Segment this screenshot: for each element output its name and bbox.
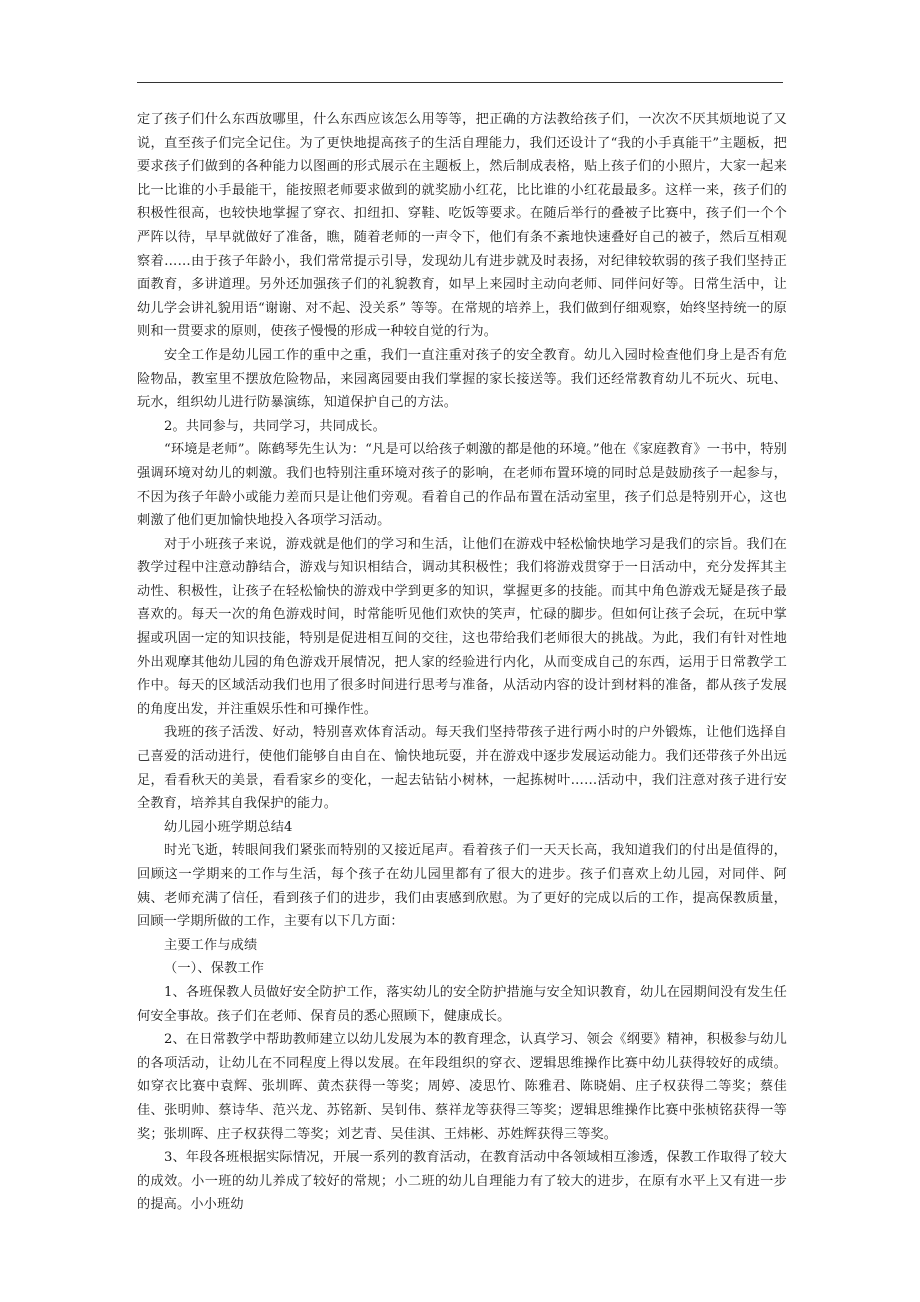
paragraph-environment: “环境是老师”。陈鹤琴先生认为：“凡是可以给孩子刺激的都是他的环境。”他在《家庭教育》一书中，特别强调环境对幼儿的刺激。我们也特别注重环境对孩子的影响，在老师布置环境的同时总是鼓励孩子一起参与，不因为孩子年龄小或能力差而只是让他们旁观。看着自己的作品布置在活动室里，孩子们总是特别开心，这也刺激了他们更加愉快地投入各项学习活动。 <box>137 442 787 529</box>
subheading-main-work: 主要工作与成绩 <box>164 937 258 953</box>
subheading-care-education: （一）、保教工作 <box>164 961 265 977</box>
paragraph-sports: 我班的孩子活泼、好动，特别喜欢体育活动。每天我们坚持带孩子进行两小时的户外锻炼，让他们选择自己喜爱的活动进行，使他们能够自由自在、愉快地玩耍，并在游戏中逐步发展运动能力。我们还带孩子外出远足，看看秋天的美景，看看家乡的变化，一起去钻钻小树林，一起拣树叶……活动中，我们注意对孩子进行安全教育，培养其自我保护的能力。 <box>137 725 787 812</box>
header-rule <box>137 82 783 83</box>
section-title-summary-4: 幼儿园小班学期总结4 <box>164 819 293 835</box>
list-item-1: 1、各班保教人员做好安全防护工作，落实幼儿的安全防护措施与安全知识教育，幼儿在园期间没有发生任何安全事故。孩子们在老师、保育员的悉心照顾下，健康成长。 <box>137 984 787 1024</box>
section-heading-2: 2。共同参与，共同学习，共同成长。 <box>164 418 386 434</box>
paragraph-games: 对于小班孩子来说，游戏就是他们的学习和生活，让他们在游戏中轻松愉快地学习是我们的宗旨。我们在教学过程中注意动静结合，游戏与知识相结合，调动其积极性；我们将游戏贯穿于一日活动中，充分发挥其主动性、积极性，让孩子在轻松愉快的游戏中学到更多的知识，掌握更多的技能。而其中角色游戏无疑是孩子最喜欢的。每天一次的角色游戏时间，时常能听见他们欢快的笑声，忙碌的脚步。但如何让孩子会玩，在玩中掌握或巩固一定的知识技能，特别是促进相互间的交往，这也带给我们老师很大的挑战。为此，我们有针对性地外出观摩其他幼儿园的角色游戏开展情况，把人家的经验进行内化，从而变成自己的东西，运用于日常教学工作中。每天的区域活动我们也用了很多时间进行思考与准备，从活动内容的设计到材料的准备，都从孩子发展的角度出发，并注重娱乐性和可操作性。 <box>137 536 787 717</box>
list-item-2: 2、在日常教学中帮助教师建立以幼儿发展为本的教育理念，认真学习、领会《纲要》精神，积极参与幼儿的各项活动，让幼儿在不同程度上得以发展。在年段组织的穿衣、逻辑思维操作比赛中幼儿获得较好的成绩。如穿衣比赛中袁辉、张圳晖、黄杰获得一等奖；周婷、凌思竹、陈雅君、陈晓娟、庄子权获得二等奖；蔡佳佳、张明帅、蔡诗华、范兴龙、苏铭新、吴钊伟、蔡祥龙等获得三等奖；逻辑思维操作比赛中张桢铭获得一等奖；张圳晖、庄子权获得二等奖；刘艺青、吴佳淇、王炜彬、苏姓辉获得三等奖。 <box>137 1032 787 1142</box>
paragraph-1: 定了孩子们什么东西放哪里，什么东西应该怎么用等等，把正确的方法教给孩子们，一次次不厌其烦地说了又说，直至孩子们完全记住。为了更快地提高孩子的生活自理能力，我们还设计了“我的小手真能干”主题板，把要求孩子们做到的各种能力以图画的形式展示在主题板上，然后制成表格，贴上孩子们的小照片，大家一起来比一比谁的小手最能干，能按照老师要求做到的就奖励小红花，比比谁的小红花最最多。这样一来，孩子们的积极性很高，也较快地掌握了穿衣、扣纽扣、穿鞋、吃饭等要求。在随后举行的叠被子比赛中，孩子们一个个严阵以待，早早就做好了准备，瞧，随着老师的一声令下，他们有条不紊地快速叠好自己的被子，然后互相观察着……由于孩子年龄小，我们常常提示引导，发现幼儿有进步就及时表扬，对纪律较软弱的孩子我们坚持正面教育，多讲道理。另外还加强孩子们的礼貌教育，如早上来园时主动向老师、同伴问好等。日常生活中，让幼儿学会讲礼貌用语“谢谢、对不起、没关系” 等等。在常规的培养上，我们做到仔细观察，始终坚持统一的原则和一贯要求的原则，使孩子慢慢的形成一种较自觉的行为。 <box>137 112 787 340</box>
paragraph-intro: 时光飞逝，转眼间我们紧张而特别的又接近尾声。看着孩子们一天天长高，我知道我们的付出是值得的，回顾这一学期来的工作与生活，每个孩子在幼儿园里都有了很大的进步。孩子们喜欢上幼儿园，对同伴、阿姨、老师充满了信任，看到孩子们的进步，我们由衷感到欣慰。为了更好的完成以后的工作，提高保教质量，回顾一学期所做的工作，主要有以下几方面： <box>137 843 787 930</box>
document-body <box>137 108 787 1217</box>
list-item-3: 3、年段各班根据实际情况，开展一系列的教育活动，在教育活动中各领域相互渗透，保教工作取得了较大的成效。小一班的幼儿养成了较好的常规；小二班的幼儿自理能力有了较大的进步，在原有水平上又有进一步的提高。小小班幼 <box>137 1150 787 1213</box>
paragraph-safety: 安全工作是幼儿园工作的重中之重，我们一直注重对孩子的安全教育。幼儿入园时检查他们身上是否有危险物品，教室里不摆放危险物品，来园离园要由我们掌握的家长接送等。我们还经常教育幼儿不玩火、玩电、玩水，组织幼儿进行防暴演练，知道保护自己的方法。 <box>137 347 787 411</box>
